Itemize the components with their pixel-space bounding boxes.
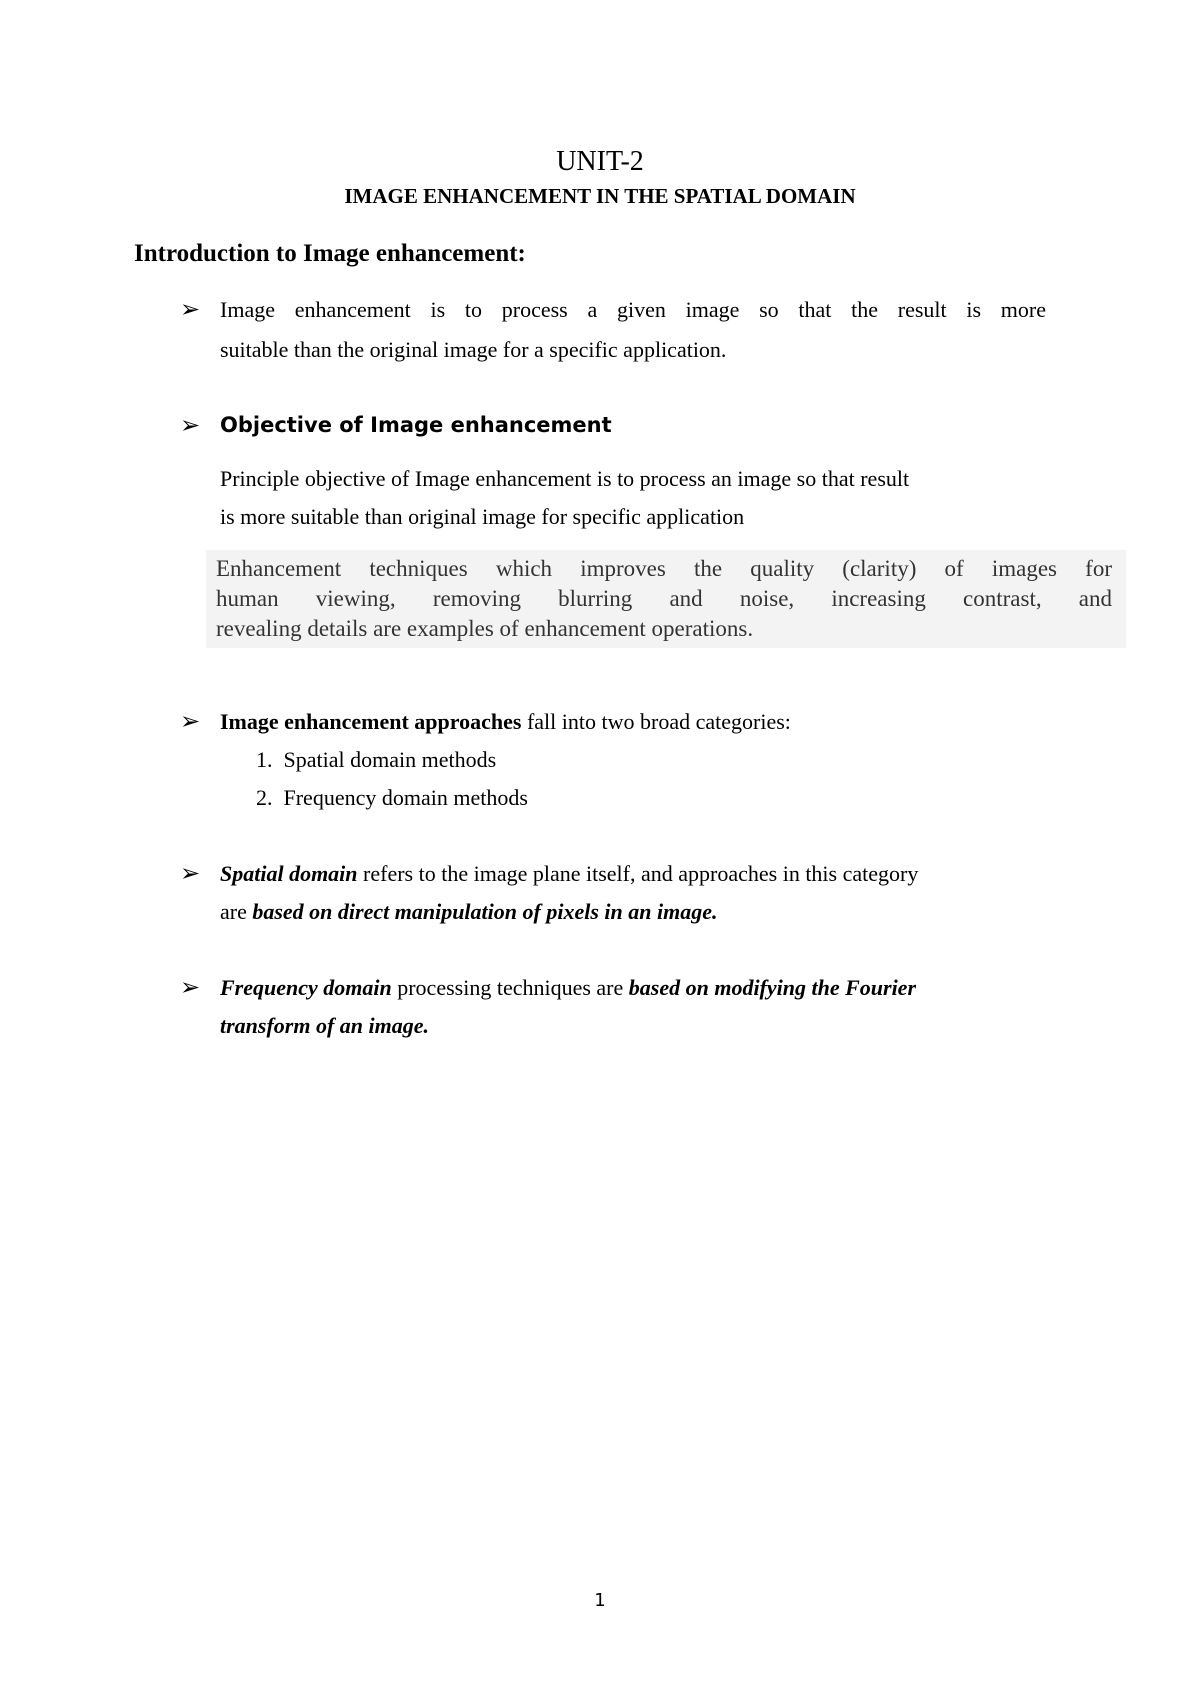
spatial-rest: refers to the image plane itself, and approaches in this category	[357, 861, 919, 886]
arrow-bullet-icon: ➢	[180, 413, 201, 439]
unit-title: UNIT-2	[556, 146, 644, 177]
spatial-term: Spatial domain	[220, 861, 358, 886]
page-number: 1	[594, 1590, 606, 1611]
list-number: 2.	[256, 785, 273, 810]
excerpt-line-2: human viewing, removing blurring and noise, increasing contrast, and	[216, 586, 1112, 611]
definition-line-1: Image enhancement is to process a given image so that the result is more	[220, 297, 1046, 322]
spatial-emphasis: based on direct manipulation of pixels in an image.	[252, 899, 718, 924]
frequency-term: Frequency domain	[220, 975, 392, 1000]
approaches-line	[220, 709, 791, 735]
frequency-line-2	[220, 1013, 429, 1039]
frequency-mid: processing techniques are	[391, 975, 629, 1000]
frequency-emphasis-1: based on modifying the Fourier	[628, 975, 917, 1000]
spatial-are: are	[220, 899, 253, 924]
list-text: Frequency domain methods	[283, 785, 528, 810]
list-item	[256, 785, 528, 811]
section-heading: Introduction to Image enhancement:	[134, 240, 526, 267]
approaches-rest: fall into two broad categories:	[521, 709, 791, 734]
list-text: Spatial domain methods	[283, 747, 497, 772]
list-item	[256, 747, 496, 773]
excerpt-line-3: revealing details are examples of enhancement operations.	[216, 616, 754, 641]
chapter-subtitle: IMAGE ENHANCEMENT IN THE SPATIAL DOMAIN	[344, 184, 856, 208]
objective-line-1: Principle objective of Image enhancement is to process an image so that result	[220, 466, 910, 491]
frequency-emphasis-2: transform of an image.	[220, 1013, 430, 1038]
spatial-line-2	[220, 899, 717, 925]
frequency-line-1	[220, 975, 916, 1001]
spatial-line-1	[220, 861, 918, 887]
list-number: 1.	[256, 747, 273, 772]
objective-line-2: is more suitable than original image for specific application	[220, 504, 745, 529]
arrow-bullet-icon: ➢	[180, 709, 201, 735]
arrow-bullet-icon: ➢	[180, 861, 201, 887]
arrow-bullet-icon: ➢	[180, 975, 201, 1001]
definition-line-2: suitable than the original image for a specific application.	[220, 337, 727, 362]
objective-heading: Objective of Image enhancement	[220, 413, 612, 437]
excerpt-line-1: Enhancement techniques which improves the quality (clarity) of images for	[216, 556, 1112, 581]
arrow-bullet-icon: ➢	[180, 297, 201, 323]
approaches-term: Image enhancement approaches	[220, 709, 522, 734]
